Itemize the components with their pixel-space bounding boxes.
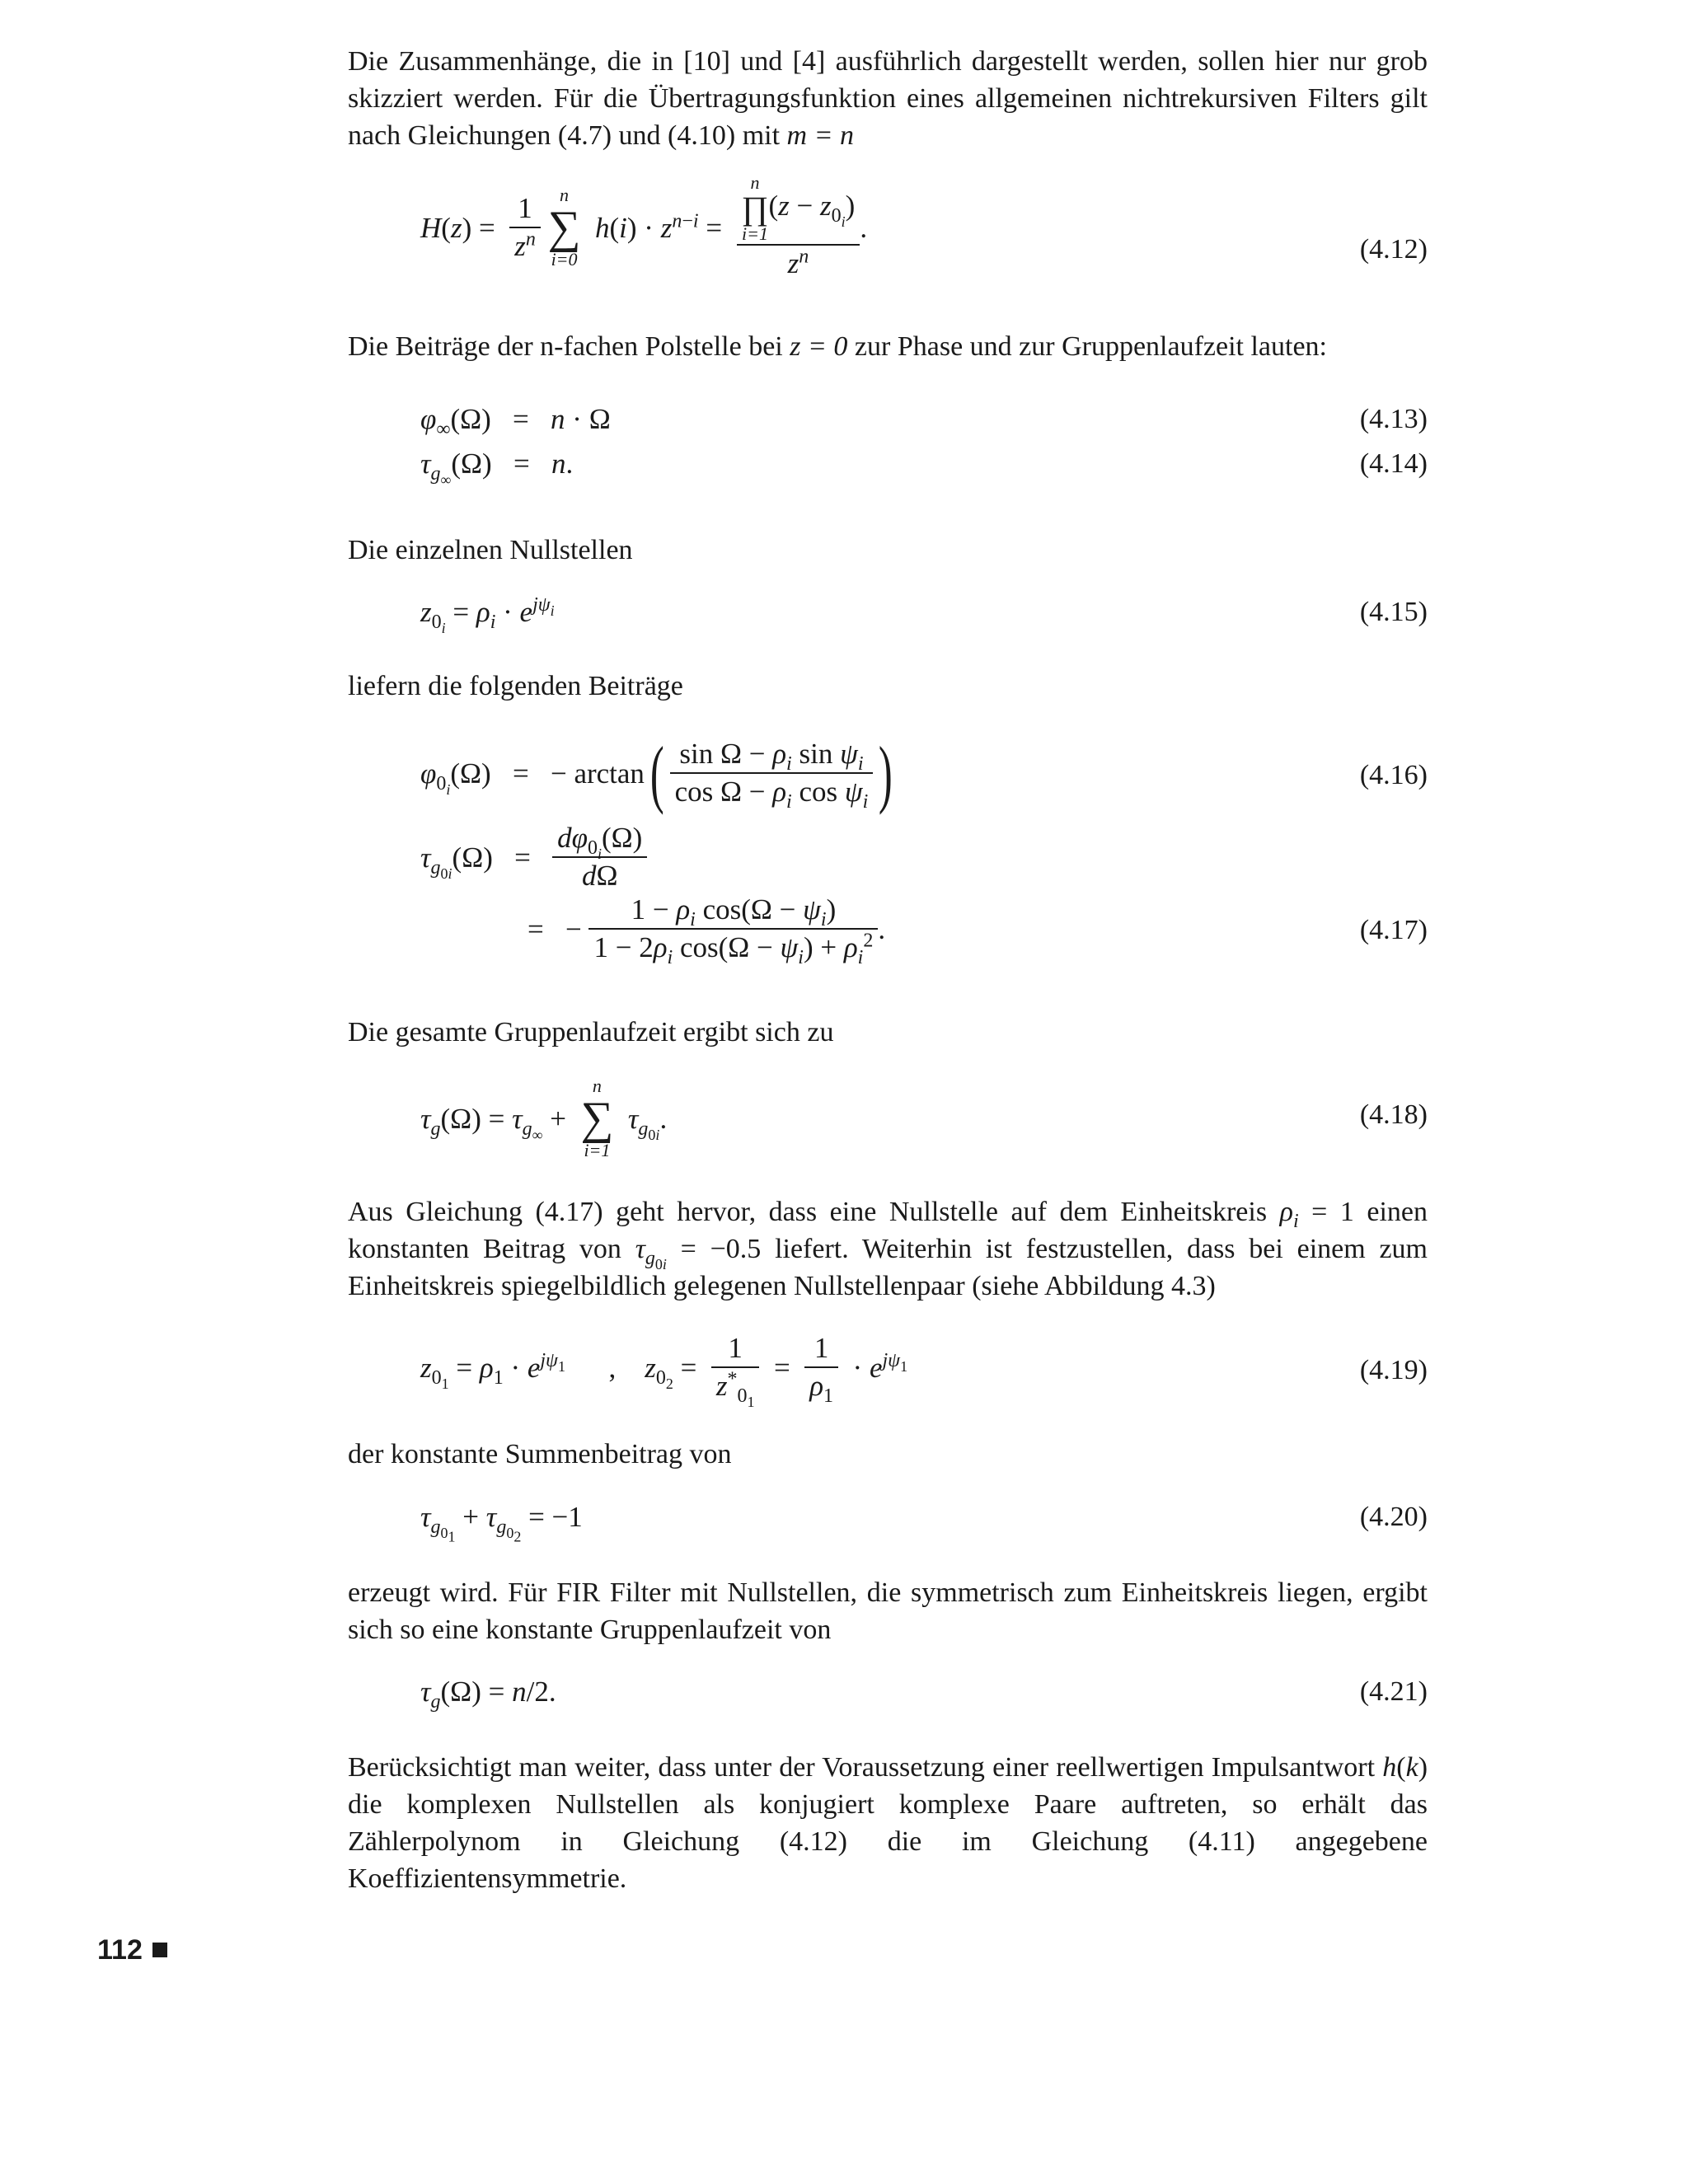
equation-number-4-16: (4.16) [1359, 760, 1428, 790]
equation-4-14: $\tau_{g_\infty}(\Omega) = n$. [420, 448, 574, 488]
paragraph-zeros-text: Die einzelnen Nullstellen [348, 535, 633, 565]
equation-4-13: $\varphi_\infty(\Omega) = n \cdot \Omega$ [420, 403, 611, 440]
paragraph-unit-circle-text-b: einen konstanten Beitrag von [348, 1197, 1428, 1264]
paragraph-unit-circle: Aus Gleichung (4.17) geht hervor, dass eine Nullstelle auf dem Einheitskreis $\rho_i = 1$ einen konstanten Beitrag von $\tau_{g_{0i}} = -0.5$ liefert. Weiterhin ist festzustellen, dass bei einem zum Einheitskreis spiegelbildlich gelegenen Nullstellenpaar (siehe Abbildung 4.3) [348, 1197, 1428, 1301]
folio-square-icon [152, 1943, 167, 1957]
page-number: 112 [97, 1934, 143, 1966]
equation-number-4-18: (4.18) [1359, 1099, 1428, 1130]
equation-4-20: $\tau_{g_{0_1}} + \tau_{g_{0_2}} = -1$ [420, 1501, 583, 1545]
equation-4-12: H(z) = $\frac{1}{z^n}$ n ∑ i=0 $h(i) \cdot z^{n-i}$ = n ∏ i=1 $(z - z_{0_i})$ $z^n$ . [420, 172, 868, 279]
paragraph-fir-filter [348, 1574, 1428, 1648]
paragraph-unit-circle-text-c: liefert. Weiterhin ist festzustellen, dass bei einem zum Einheitskreis spiegelbildlich gelegenen Nullstellenpaar (siehe Abbildung 4.3) [348, 1234, 1428, 1301]
equation-4-21: $\tau_g(\Omega) = n/2$. [420, 1675, 556, 1713]
paragraph-pole-text-a: Die Beiträge der n-fachen Polstelle bei [348, 331, 783, 362]
paragraph-intro [348, 43, 1428, 154]
equation-number-4-13: (4.13) [1359, 404, 1428, 434]
inline-math-m-equals-n: m = n [786, 120, 855, 151]
equation-4-19: $z_{0_1} = \rho_1 \cdot e^{j\psi_1}$ , $z_{0_2}$ = $\frac{1}{z^*_{0_1}}$ = $\frac{1}{\rho_1}$ · $e^{j\psi_1}$ [420, 1332, 908, 1410]
paragraph-zeros [348, 532, 1428, 569]
page-folio [97, 1933, 167, 1966]
equation-4-18: $\tau_g(\Omega) = \tau_{g_\infty}$ + n ∑ i=1 $\tau_{g_{0i}}$. [420, 1076, 668, 1160]
paragraph-coefficient-symmetry-text-b: die komplexen Nullstellen als konjugiert komplexe Paare auftreten, so erhält das Zählerpolynom in Gleichung (4.12) die im Gleichung (4.11) angegebene Koeffizientensymmetrie. [348, 1789, 1428, 1894]
equation-number-4-12: (4.12) [1359, 234, 1428, 265]
paragraph-total-group-delay-text: Die gesamte Gruppenlaufzeit ergibt sich zu [348, 1017, 834, 1047]
paragraph-contributions [348, 668, 1428, 705]
paragraph-intro-text: Die Zusammenhänge, die in [10] und [4] ausführlich dargestellt werden, sollen hier nur grob skizziert werden. Für die Übertragungsfunktion eines allgemeinen nichtrekursiven Filters gilt nach Gleichungen (4.7) und (4.10) mit [348, 46, 1428, 151]
paragraph-coefficient-symmetry: Berücksichtigt man weiter, dass unter der Voraussetzung einer reellwertigen Impulsantwort h(k) die komplexen Nullstellen als konjugiert komplexe Paare auftreten, so erhält das Zählerpolynom in Gleichung (4.12) die im Gleichung (4.11) angegebene Koeffizientensymmetrie. [348, 1752, 1428, 1894]
equation-number-4-20: (4.20) [1359, 1502, 1428, 1532]
paragraph-unit-circle-text-a: Aus Gleichung (4.17) geht hervor, dass eine Nullstelle auf dem Einheitskreis [348, 1197, 1268, 1227]
paragraph-pole-contribution [348, 328, 1428, 365]
equation-number-4-17: (4.17) [1359, 915, 1428, 945]
inline-math-z-equals-0: z = 0 [790, 331, 848, 362]
paragraph-total-group-delay [348, 1014, 1428, 1051]
paragraph-sum-contribution [348, 1436, 1428, 1473]
paragraph-fir-filter-text: erzeugt wird. Für FIR Filter mit Nullstellen, die symmetrisch zum Einheitskreis liegen, ergibt sich so eine konstante Gruppenlaufzeit von [348, 1577, 1428, 1645]
equation-number-4-15: (4.15) [1359, 597, 1428, 627]
equation-4-17-derivative: $\tau_{g_{0i}}(\Omega)$ = $\frac{d\varphi_{0_i}(\Omega)}{d\Omega}$ [420, 820, 647, 894]
equation-4-17: = − $\frac{1 - \rho_i \cos(\Omega - \psi_i)}{1 - 2\rho_i \cos(\Omega - \psi_i) + \rho_i^2}$ . [528, 893, 886, 968]
equation-4-16: $\varphi_{0_i}(\Omega)$ = − arctan( $\frac{\sin \Omega - \rho_i \sin \psi_i}{\cos \Omega - \rho_i \cos \psi_i}$ ) [420, 731, 893, 815]
equation-number-4-19: (4.19) [1359, 1355, 1428, 1385]
equation-number-4-14: (4.14) [1359, 448, 1428, 479]
paragraph-contributions-text: liefern die folgenden Beiträge [348, 671, 683, 701]
paragraph-coefficient-symmetry-text-a: Berücksichtigt man weiter, dass unter der Voraussetzung einer reellwertigen Impulsantwort [348, 1752, 1376, 1783]
equation-4-15: $z_{0_i} = \rho_i \cdot e^{j\psi_i}$ [420, 594, 555, 636]
equation-number-4-21: (4.21) [1359, 1676, 1428, 1707]
paragraph-sum-contribution-text: der konstante Summenbeitrag von [348, 1439, 732, 1469]
paragraph-pole-text-b: zur Phase und zur Gruppenlaufzeit lauten: [854, 331, 1327, 362]
